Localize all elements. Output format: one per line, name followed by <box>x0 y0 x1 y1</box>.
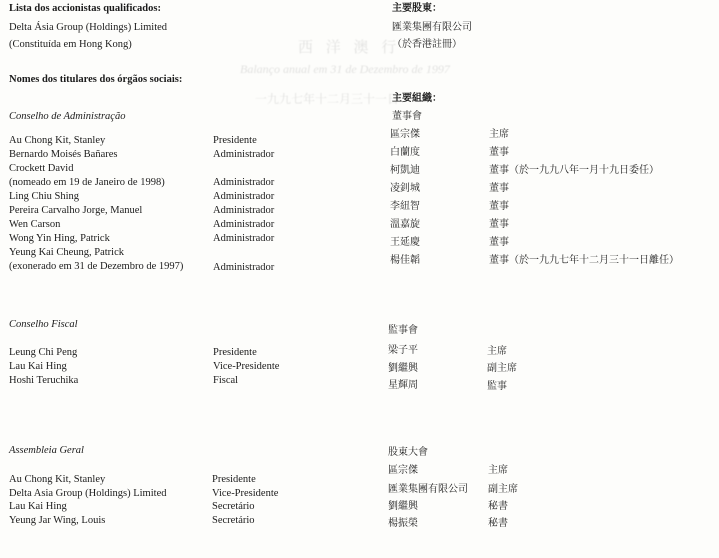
assembly-title-zh: 股東大會 <box>388 447 428 458</box>
assembly-member-name-zh: 匯業集團有限公司 <box>388 484 468 495</box>
board-title: Conselho de Administração <box>9 111 126 122</box>
assembly-member-role: Secretário <box>212 515 255 526</box>
fiscal-member-name: Hoshi Teruchika <box>9 375 79 386</box>
assembly-member-name: Lau Kai Hing <box>9 501 67 512</box>
board-member-role-zh: 董事 <box>489 147 509 158</box>
board-member-role: Presidente <box>213 135 257 146</box>
board-member-role: Administrador <box>213 219 275 230</box>
assembly-title: Assembleia Geral <box>9 445 84 456</box>
assembly-member-role: Secretário <box>212 501 255 512</box>
board-member-role: Administrador <box>213 149 275 160</box>
fiscal-member-role: Vice-Presidente <box>213 361 280 372</box>
board-member-name-zh: 柯凱迪 <box>390 165 420 176</box>
board-member-role-zh: 主席 <box>489 129 509 140</box>
board-member-role-zh: 董事 <box>489 219 509 230</box>
fiscal-member-name-zh: 梁子平 <box>388 345 418 356</box>
fiscal-member-role-zh: 監事 <box>487 381 507 392</box>
board-member-role: Administrador <box>213 191 275 202</box>
assembly-member-name-zh: 楊振榮 <box>388 518 418 529</box>
board-title-zh: 董事會 <box>392 111 422 122</box>
board-member-name: Wen Carson <box>9 219 61 230</box>
fiscal-member-name-zh: 星輝周 <box>388 380 418 391</box>
assembly-member-name-zh: 區宗傑 <box>388 465 418 476</box>
board-member-role-zh: 董事 <box>489 183 509 194</box>
board-member-role: Administrador <box>213 233 275 244</box>
assembly-member-role: Vice-Presidente <box>212 488 279 499</box>
assembly-member-name: Yeung Jar Wing, Louis <box>9 515 106 526</box>
fiscal-member-name: Lau Kai Hing <box>9 361 67 372</box>
fiscal-title-zh: 監事會 <box>388 325 418 336</box>
board-member-role: Administrador <box>213 177 275 188</box>
board-member-role: Administrador <box>213 262 275 273</box>
board-member-name: Au Chong Kit, Stanley <box>9 135 106 146</box>
bleed-through-date: 一九九七年十二月三十一日 <box>255 92 400 106</box>
shareholder-note-zh: （於香港註冊） <box>392 39 462 50</box>
assembly-member-name-zh: 劉繼興 <box>388 501 418 512</box>
bodies-heading: Nomes dos titulares dos órgãos sociais: <box>9 74 183 85</box>
assembly-member-name: Delta Asia Group (Holdings) Limited <box>9 488 167 499</box>
shareholders-heading-zh: 主要股東： <box>392 3 442 14</box>
board-member-name: Wong Yin Hing, Patrick <box>9 233 110 244</box>
fiscal-member-role-zh: 主席 <box>487 346 507 357</box>
board-member-name: Pereira Carvalho Jorge, Manuel <box>9 205 143 216</box>
board-member-role-zh: 董事（於一九九七年十二月三十一日離任） <box>489 255 679 266</box>
bleed-through-title: Balanço anual em 31 de Dezembro de 1997 <box>240 62 450 76</box>
assembly-member-role-zh: 秘書 <box>488 501 508 512</box>
shareholders-heading: Lista dos accionistas qualificados: <box>9 3 161 14</box>
board-member-role-zh: 董事 <box>489 201 509 212</box>
board-member-name-zh: 白蘭度 <box>390 147 420 158</box>
board-member-name-zh: 李紐智 <box>390 201 420 212</box>
board-member-role-zh: 董事 <box>489 237 509 248</box>
board-member-name: Crockett David <box>9 163 74 174</box>
fiscal-member-name: Leung Chi Peng <box>9 347 78 358</box>
board-member-name: Ling Chiu Shing <box>9 191 80 202</box>
board-member-role-zh: 董事（於一九九八年一月十九日委任） <box>489 165 659 176</box>
board-member-name: Bernardo Moisés Bañares <box>9 149 118 160</box>
assembly-member-role-zh: 秘書 <box>488 518 508 529</box>
board-member-name-zh: 凌釗城 <box>390 183 420 194</box>
board-member-name: (nomeado em 19 de Janeiro de 1998) <box>9 177 165 188</box>
assembly-member-name: Au Chong Kit, Stanley <box>9 474 106 485</box>
board-member-name: (exonerado em 31 de Dezembro de 1997) <box>9 261 184 272</box>
shareholder-name-zh: 匯業集團有限公司 <box>392 22 472 33</box>
board-member-name-zh: 溫嘉旋 <box>390 219 420 230</box>
bodies-heading-zh: 主要組織： <box>392 93 442 104</box>
board-member-role: Administrador <box>213 205 275 216</box>
board-member-name-zh: 區宗傑 <box>390 129 420 140</box>
assembly-member-role-zh: 副主席 <box>488 484 518 495</box>
board-member-name: Yeung Kai Cheung, Patrick <box>9 247 125 258</box>
fiscal-member-role: Presidente <box>213 347 257 358</box>
fiscal-member-role: Fiscal <box>213 375 239 386</box>
assembly-member-role-zh: 主席 <box>488 465 508 476</box>
bleed-through-bank: 西 洋 澳 行 <box>298 38 401 56</box>
fiscal-title: Conselho Fiscal <box>9 319 78 330</box>
fiscal-member-name-zh: 劉繼興 <box>388 363 418 374</box>
board-member-name-zh: 楊佳韜 <box>390 255 420 266</box>
shareholder-name: Delta Ásia Group (Holdings) Limited <box>9 22 168 33</box>
fiscal-member-role-zh: 副主席 <box>487 363 517 374</box>
assembly-member-role: Presidente <box>212 474 256 485</box>
board-member-name-zh: 王延慶 <box>390 237 420 248</box>
shareholder-note: (Constituída em Hong Kong) <box>9 39 132 50</box>
